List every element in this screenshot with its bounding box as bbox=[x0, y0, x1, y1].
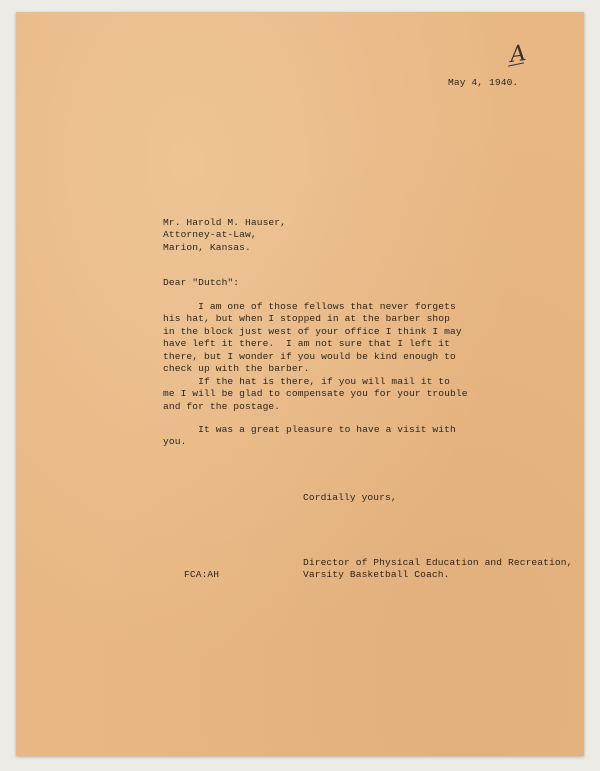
signature-title bbox=[303, 557, 572, 582]
paragraph-line: I am one of those fellows that never forgets bbox=[163, 301, 456, 312]
signature-title-line: Director of Physical Education and Recreation, bbox=[303, 557, 573, 568]
closing: Cordially yours, bbox=[303, 492, 397, 503]
paragraph-line: there, but I wonder if you would be kind enough to bbox=[163, 350, 456, 362]
paragraph-line: his hat, but when I stopped in at the barber shop bbox=[163, 313, 451, 325]
paragraph-line: in the block just west of your office I think I may bbox=[163, 325, 462, 337]
recipient-address bbox=[163, 217, 286, 254]
letter-page bbox=[16, 12, 584, 756]
signature-title-line: Varsity Basketball Coach. bbox=[303, 569, 450, 581]
letter-date: May 4, 1940. bbox=[448, 77, 519, 88]
salutation: Dear "Dutch": bbox=[163, 277, 240, 288]
paragraph-line: It was a great pleasure to have a visit with bbox=[163, 424, 456, 435]
paragraph-line: If the hat is there, if you will mail it to bbox=[163, 376, 451, 387]
paragraph-line: you. bbox=[163, 436, 187, 448]
typist-initials: FCA:AH bbox=[184, 569, 220, 580]
paragraph-line: me I will be glad to compensate you for your trouble bbox=[163, 388, 468, 400]
paragraph-line: have left it there. I am not sure that I left it bbox=[163, 338, 451, 350]
paragraph-line: and for the postage. bbox=[163, 400, 281, 412]
recipient-title: Attorney-at-Law, bbox=[163, 229, 257, 241]
paragraph-line: check up with the barber. bbox=[163, 363, 310, 375]
body-paragraph-3 bbox=[163, 424, 456, 449]
recipient-name: Mr. Harold M. Hauser, bbox=[163, 217, 287, 228]
body-paragraph-1 bbox=[163, 301, 462, 375]
body-paragraph-2 bbox=[163, 376, 468, 413]
recipient-location: Marion, Kansas. bbox=[163, 241, 251, 253]
handwritten-mark: A bbox=[508, 41, 528, 68]
